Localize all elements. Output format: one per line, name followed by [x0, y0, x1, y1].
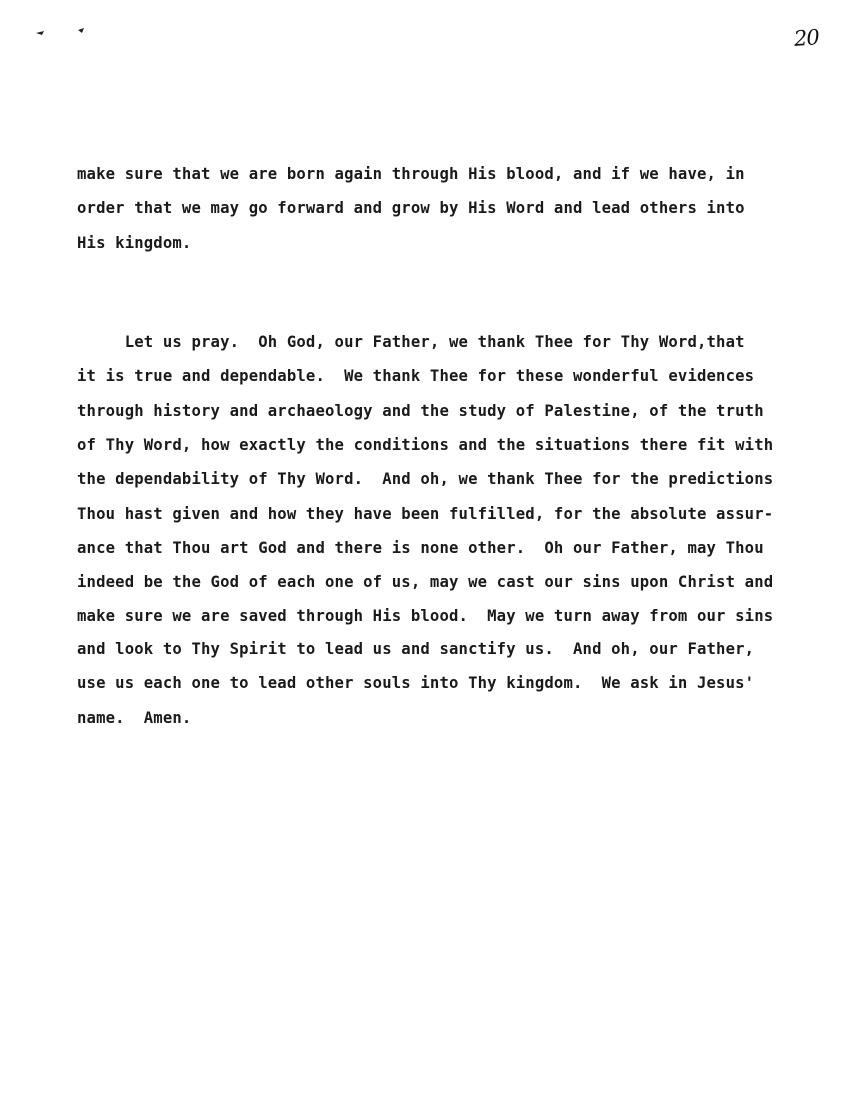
paragraph-1-line-1: make sure that we are born again through His blood, and if we have, in — [77, 165, 745, 183]
paragraph-1-line-3: His kingdom. — [77, 234, 192, 252]
stray-marks — [34, 24, 94, 40]
paragraph-2-line-4: of Thy Word, how exactly the conditions and the situations there fit with — [77, 436, 774, 454]
paragraph-2-line-2: it is true and dependable. We thank Thee for these wonderful evidences — [77, 367, 755, 385]
page-number: 20 — [793, 25, 820, 51]
paragraph-2-line-7: ance that Thou art God and there is none other. Oh our Father, may Thou — [77, 539, 764, 557]
paragraph-2-line-9: make sure we are saved through His blood. May we turn away from our sins — [77, 607, 774, 625]
paragraph-2-line-6: Thou hast given and how they have been fulfilled, for the absolute assur- — [77, 505, 774, 523]
paragraph-2-line-12: name. Amen. — [77, 709, 192, 727]
paragraph-2-line-11: use us each one to lead other souls into Thy kingdom. We ask in Jesus' — [77, 674, 755, 692]
paragraph-2-line-5: the dependability of Thy Word. And oh, we thank Thee for the predictions — [77, 470, 774, 488]
paragraph-1-line-2: order that we may go forward and grow by His Word and lead others into — [77, 199, 745, 217]
paragraph-2-line-3: through history and archaeology and the study of Palestine, of the truth — [77, 402, 764, 420]
paragraph-2-line-8: indeed be the God of each one of us, may we cast our sins upon Christ and — [77, 573, 774, 591]
paragraph-2-line-1: Let us pray. Oh God, our Father, we thank Thee for Thy Word,that — [77, 333, 745, 351]
paragraph-2-line-10: and look to Thy Spirit to lead us and sanctify us. And oh, our Father, — [77, 640, 755, 658]
